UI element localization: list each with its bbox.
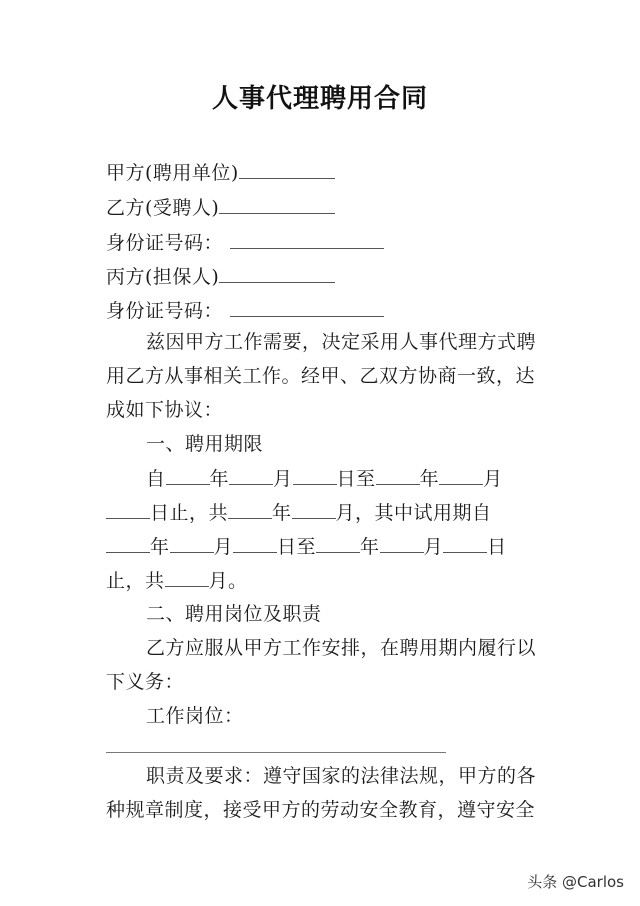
party-b-id-field: 身份证号码： <box>106 230 384 255</box>
position-label: 工作岗位： <box>146 705 244 727</box>
intro-line: 用乙方从事相关工作。经甲、乙双方协商一致，达 <box>106 365 536 387</box>
watermark: 头条 @Carlos <box>527 873 624 891</box>
blank[interactable] <box>230 230 384 249</box>
section1-heading: 一、聘用期限 <box>146 433 264 455</box>
document-title: 人事代理聘用合同 <box>211 84 428 114</box>
duties-line: 种规章制度，接受甲方的劳动安全教育，遵守安全 <box>106 799 536 821</box>
section2-heading: 二、聘用岗位及职责 <box>146 603 322 625</box>
term-line-3: 年 月 日至 年 月 日 <box>106 534 507 559</box>
term-line-4: 止，共 月。 <box>106 570 248 592</box>
intro-line: 兹因甲方工作需要，决定采用人事代理方式聘 <box>146 331 537 353</box>
term-line-1: 自 年 月 日至 年 月 <box>146 468 503 490</box>
party-c-field: 丙方(担保人) <box>106 264 335 289</box>
blank[interactable] <box>219 264 335 283</box>
section2-para: 下义务： <box>106 671 185 693</box>
duties-line: 职责及要求：遵守国家的法律法规，甲方的各 <box>146 765 537 787</box>
party-b-field: 乙方(受聘人) <box>106 195 335 220</box>
party-a-field: 甲方(聘用单位) <box>106 160 335 185</box>
party-c-id-field: 身份证号码： <box>106 298 384 323</box>
position-blank-line[interactable] <box>106 752 446 753</box>
intro-line: 成如下协议： <box>106 399 224 421</box>
section2-para: 乙方应服从甲方工作安排，在聘用期内履行以 <box>146 637 537 659</box>
blank[interactable] <box>219 195 335 214</box>
term-line-2: 日止，共 年 月，其中试用期自 <box>106 500 492 525</box>
blank[interactable] <box>230 298 384 317</box>
blank[interactable] <box>239 160 335 179</box>
